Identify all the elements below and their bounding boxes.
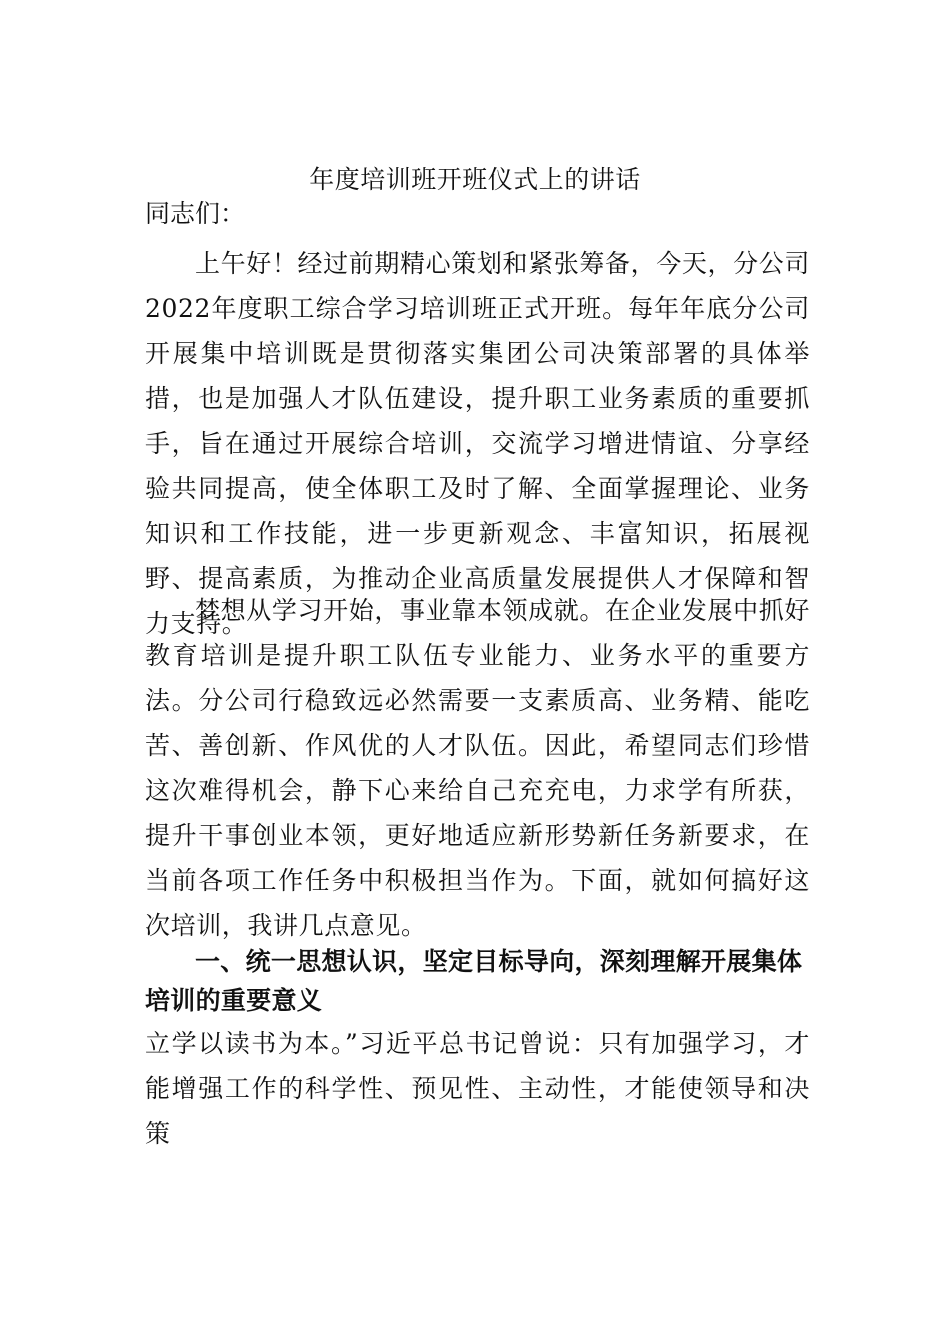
body-paragraph-3: 立学以读书为本。”习近平总书记曾说：只有加强学习，才能增强工作的科学性、预见性、主动性，才能使领导和决策 [145,1029,810,1148]
body-paragraph-2: 梦想从学习开始，事业靠本领成就。在企业发展中抓好教育培训是提升职工队伍专业能力、业务水平的重要方法。分公司行稳致远必然需要一支素质高、业务精、能吃苦、善创新、作风优的人才队伍。因此，希望同志们珍惜这次难得机会，静下心来给自己充充电，力求学有所获，提升干事创业本领，更好地适应新形势新任务新要求，在当前各项工作任务中积极担当作为。下面，就如何搞好这次培训，我讲几点意见。 [145,596,810,940]
body-paragraph-1: 上午好！经过前期精心策划和紧张筹备，今天，分公司2022年度职工综合学习培训班正式开班。每年年底分公司开展集中培训既是贯彻落实集团公司决策部署的具体举措，也是加强人才队伍建设，提升职工业务素质的重要抓手，旨在通过开展综合培训，交流学习增进情谊、分享经验共同提高，使全体职工及时了解、全面掌握理论、业务知识和工作技能，进一步更新观念、丰富知识，拓展视野、提高素质，为推动企业高质量发展提供人才保障和智力支持。 [145,249,810,638]
salutation: 同志们： [145,199,246,228]
section-heading: 一、统一思想认识，坚定目标导向，深刻理解开展集体培训的重要意义 [145,947,803,1015]
document-title: 年度培训班开班仪式上的讲话 [309,165,641,194]
